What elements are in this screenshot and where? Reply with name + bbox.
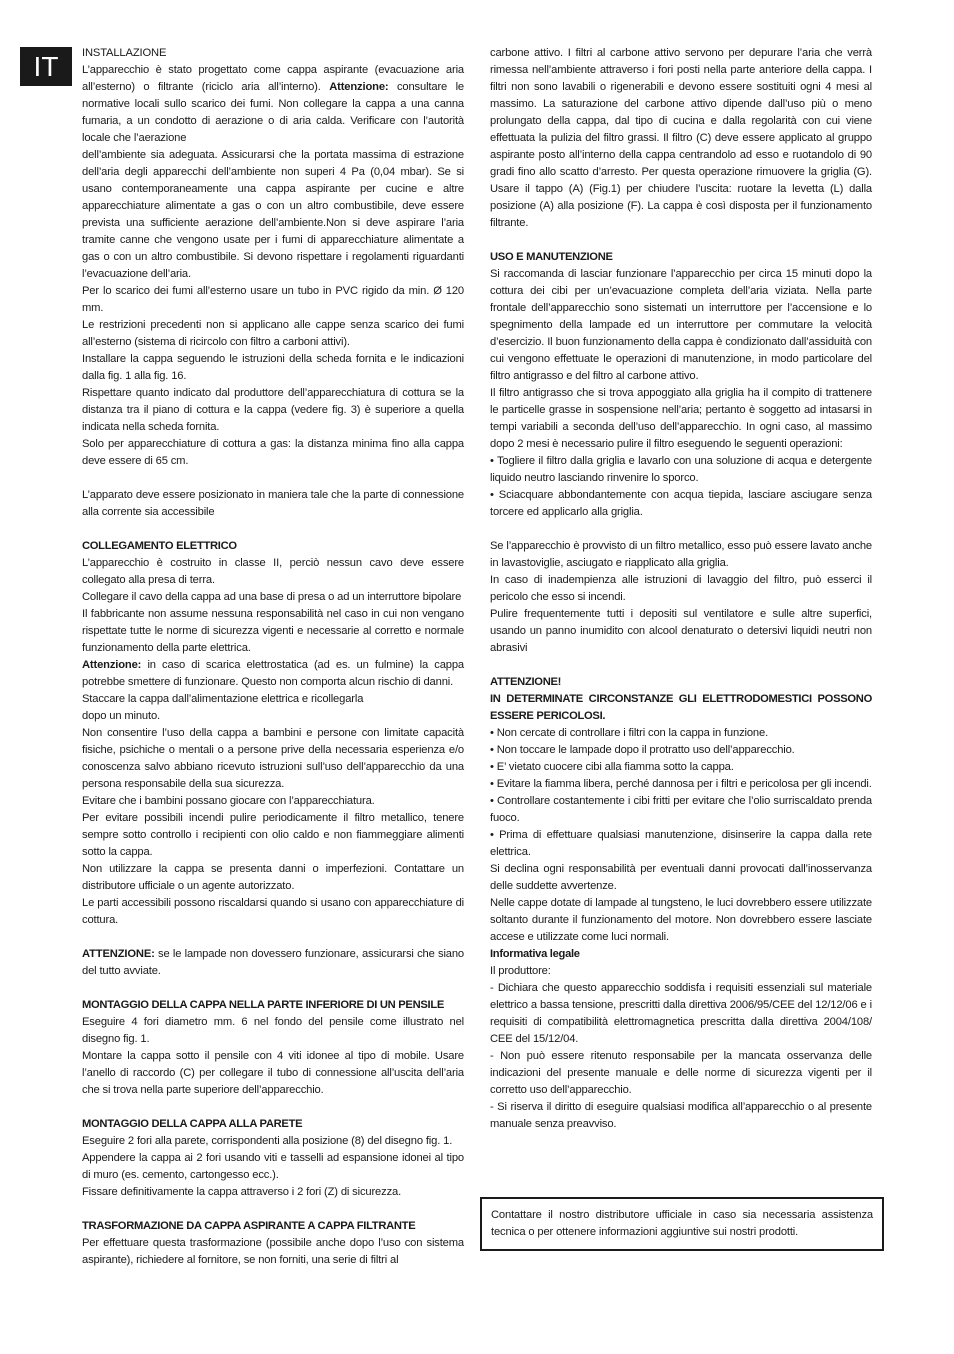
bold-label: ATTENZIONE:: [82, 948, 155, 960]
paragraph: [490, 759, 872, 776]
paragraph-text: Nelle cappe dotate di lampade al tungsteno, le luci dovrebbero essere utilizzate soltanto durante il funzionamento del motore. Non dovrebbero essere lasciate accese e utilizzate come luci normali.: [490, 897, 872, 943]
paragraph: [490, 980, 872, 1048]
paragraph-text: Per effettuare questa trasformazione (possibile anche dopo l’uso con sistema aspirante), richiedere al fornitore, se non forniti, una serie di filtri al: [82, 1237, 464, 1266]
paragraph: [82, 555, 464, 589]
paragraph-text: carbone attivo. I filtri al carbone attivo servono per depurare l’aria che verrà rimessa nell’ambiente attraverso i fori posti nella parte anteriore della cappa. I filtri non sono lavabili o rigenerabili e devono essere sostituiti ogni 4 mesi al massimo. La saturazione del carbone attivo dipende dall’uso più o meno prolungato della cappa, dal tipo di cucina e dalla regolarità con cui viene effettuata la pulizia del filtro grassi. Il filtro (C) deve essere applicato al gruppo aspirante posto all’interno della cappa centrandolo ad esso e ruotandolo di 90 gradi fino allo scatto d’arresto. Per questa operazione rimuovere la griglia (G). Usare il tappo (A) (Fig.1) per chiudere l’uscita: ruotare la levetta (L) dalla posizione (A) alla posizione (F). La cappa è così disposta per il funzionamento filtrante.: [490, 47, 872, 229]
paragraph: [82, 861, 464, 895]
section-heading: ATTENZIONE!: [490, 676, 562, 688]
paragraph: [82, 147, 464, 283]
paragraph: [82, 708, 464, 725]
left-column: [82, 45, 464, 1269]
paragraph: [490, 895, 872, 946]
paragraph-spacer: [82, 521, 464, 538]
paragraph-text: INSTALLAZIONE: [82, 47, 167, 59]
paragraph-text: se le lampade non dovessero funzionare, assicurarsi che siano del tutto avviate.: [82, 948, 464, 977]
paragraph-spacer: [82, 1099, 464, 1116]
paragraph: [82, 793, 464, 810]
paragraph: [82, 436, 464, 470]
section-heading: TRASFORMAZIONE DA CAPPA ASPIRANTE A CAPPA FILTRANTE: [82, 1220, 416, 1232]
paragraph-text: Rispettare quanto indicato dal produttore dell’apparecchiatura di cottura se la distanza tra il piano di cottura e la cappa (vedere fig. 3) è superiore a quella indicata nella scheda fornita.: [82, 387, 464, 433]
paragraph: [490, 266, 872, 385]
paragraph: [490, 963, 872, 980]
section-heading: MONTAGGIO DELLA CAPPA NELLA PARTE INFERIORE DI UN PENSILE: [82, 999, 445, 1011]
paragraph-text: Il filtro antigrasso che si trova appoggiato alla griglia ha il compito di trattenere le particelle grasse in sospensione nell’aria; pertanto è soggetto ad intasarsi in tempi variabili a seconda dell’uso dell’apparecchio. In ogni caso, al massimo dopo 2 mesi è necessario pulire il filtro eseguendo le seguenti operazioni:: [490, 387, 872, 450]
section-heading: MONTAGGIO DELLA CAPPA ALLA PARETE: [82, 1118, 303, 1130]
paragraph: [490, 742, 872, 759]
paragraph: [490, 385, 872, 453]
assistance-notice-box: Contattare il nostro distributore ufficiale in caso sia necessaria assistenza tecnica o per ottenere informazioni aggiuntive sui nostri prodotti.: [480, 1197, 884, 1251]
paragraph-text: Eseguire 2 fori alla parete, corrispondenti alla posizione (8) del disegno fig. 1.: [82, 1135, 453, 1147]
paragraph: [490, 725, 872, 742]
paragraph-text: Installare la cappa seguendo le istruzioni della scheda fornita e le indicazioni dalla fig. 1 alla fig. 16.: [82, 353, 464, 382]
paragraph: [82, 1014, 464, 1048]
paragraph: [490, 572, 872, 606]
section-heading: IN DETERMINATE CIRCONSTANZE GLI ELETTRODOMESTICI POSSONO ESSERE PERICOLOSI.: [490, 693, 872, 722]
paragraph-text: Le restrizioni precedenti non si applicano alle cappe senza scarico dei fumi all’esterno (sistema di ricircolo con filtro a carboni attivi).: [82, 319, 464, 348]
paragraph-text: Eseguire 4 fori diametro mm. 6 nel fondo del pensile come illustrato nel disegno fig. 1.: [82, 1016, 464, 1045]
paragraph: [82, 691, 464, 708]
paragraph-text: Il fabbricante non assume nessuna responsabilità nel caso in cui non vengano rispettate tutte le norme di sicurezza vigenti e necessarie al corretto e normale funzionamento della parte elettrica.: [82, 608, 464, 654]
paragraph: [490, 1048, 872, 1099]
bold-label: Attenzione:: [82, 659, 142, 671]
paragraph-text: dell’ambiente sia adeguata. Assicurarsi che la portata massima di estrazione dell’aria degli apparecchi dell’ambiente non superi 4 Pa (0,04 mbar). Se si usano contemporaneamente una cappa aspirante per cucine e altre apparecchiature alimentate a gas o con un altro combustibile, deve essere prevista una sufficiente aerazione dell’ambiente.Non si deve aspirare l’aria tramite canne che vengono usate per i fumi di apparecchiature alimentate a gas o con un altro combustibile. Si devono rispettare i regolamenti riguardanti l’evacuazione dell’aria.: [82, 149, 464, 280]
paragraph-text: - Non può essere ritenuto responsabile per la mancata osservanza delle indicazioni del presente manuale e delle norme di sicurezza vigenti per il corretto uso dell’apparecchio.: [490, 1050, 872, 1096]
paragraph-text: Collegare il cavo della cappa ad una base di presa o ad un interruttore bipolare: [82, 591, 462, 603]
bold-label: Attenzione:: [329, 81, 389, 93]
paragraph: [82, 725, 464, 793]
paragraph: [490, 45, 872, 232]
paragraph: [490, 793, 872, 827]
paragraph: [82, 1150, 464, 1184]
paragraph-text: Non utilizzare la cappa se presenta danni o imperfezioni. Contattare un distributore ufficiale o un agente autorizzato.: [82, 863, 464, 892]
paragraph-text: Si declina ogni responsabilità per eventuali danni provocati dall’inosservanza delle suddette avvertenze.: [490, 863, 872, 892]
paragraph: [490, 861, 872, 895]
paragraph: [490, 776, 872, 793]
paragraph: [490, 1099, 872, 1133]
paragraph-spacer: [490, 232, 872, 249]
paragraph-text: dopo un minuto.: [82, 710, 160, 722]
right-column: [490, 45, 872, 1133]
paragraph-text: Non consentire l’uso della cappa a bambini e persone con limitate capacità fisiche, psichiche o mentali o a persone prive della necessaria esperienza e/o conoscenza salvo abbiano ricevuto istruzioni sull’uso dell’apparecchio da una persona responsabile della sua sicurezza.: [82, 727, 464, 790]
paragraph-text: Evitare che i bambini possano giocare con l’apparecchiatura.: [82, 795, 375, 807]
paragraph: [82, 45, 464, 62]
paragraph: [82, 283, 464, 317]
paragraph-text: Si raccomanda di lasciar funzionare l’apparecchio per circa 15 minuti dopo la cottura dei cibi per un’evacuazione completa dell’aria viziata. Nella parte frontale dell’apparecchio sono sistemati un interruttore per l’accensione e lo spegnimento della lampade ed un interruttore per commutare la velocità d’esercizio. Il buon funzionamento della cappa è condizionato dall’assiduità con cui vengono effettuate le operazioni di manutenzione, in modo particolare del filtro antigrasso e del filtro al carbone attivo.: [490, 268, 872, 382]
paragraph-text: • Evitare la fiamma libera, perché dannosa per i filtri e pericolosa per gli incendi.: [490, 778, 872, 790]
paragraph-text: Se l’apparecchio è provvisto di un filtro metallico, esso può essere lavato anche in lavastoviglie, asciugato e riapplicato alla griglia.: [490, 540, 872, 569]
paragraph-text: • Non cercate di controllare i filtri con la cappa in funzione.: [490, 727, 769, 739]
paragraph: [82, 810, 464, 861]
paragraph-text: Il produttore:: [490, 965, 551, 977]
paragraph-text: consultare le normative locali sullo scarico dei fumi. Non collegare la cappa a una canna fumaria, a un condotto di aerazione o di aria calda. Verificare con l’autorità locale che l’aerazione: [82, 81, 464, 144]
paragraph: [82, 317, 464, 351]
paragraph-text: in caso di scarica elettrostatica (ad es. un fulmine) la cappa potrebbe smettere di funzionare. Questo non comporta alcun rischio di danni.: [82, 659, 464, 688]
paragraph: [82, 589, 464, 606]
section-heading: USO E MANUTENZIONE: [490, 251, 613, 263]
paragraph-spacer: [82, 929, 464, 946]
paragraph-text: Per evitare possibili incendi pulire periodicamente il filtro metallico, tenere sempre sotto controllo i recipienti con olio caldo e non fiammeggiare alimenti sotto la cappa.: [82, 812, 464, 858]
paragraph-text: • Togliere il filtro dalla griglia e lavarlo con una soluzione di acqua e detergente liquido neutro lasciando rinvenire lo sporco.: [490, 455, 872, 484]
paragraph-spacer: [490, 521, 872, 538]
paragraph: [82, 946, 464, 980]
paragraph-text: Per lo scarico dei fumi all’esterno usare un tubo in PVC rigido da min. Ø 120 mm.: [82, 285, 464, 314]
paragraph-text: Solo per apparecchiature di cottura a gas: la distanza minima fino alla cappa deve essere di 65 cm.: [82, 438, 464, 467]
paragraph-text: • Prima di effettuare qualsiasi manutenzione, disinserire la cappa dalla rete elettrica.: [490, 829, 872, 858]
paragraph: [82, 895, 464, 929]
paragraph: [490, 487, 872, 521]
section-heading: COLLEGAMENTO ELETTRICO: [82, 540, 237, 552]
paragraph: [490, 606, 872, 657]
paragraph: [490, 827, 872, 861]
language-badge: IT: [20, 47, 72, 86]
paragraph-text: - Dichiara che questo apparecchio soddisfa i requisiti essenziali sul materiale elettrico a bassa tensione, prescritti dalla direttiva 2006/95/CEE del 12/12/06 e i requisiti di compatibilità elettromagnetica prescritta dalla direttiva 2004/108/ CEE del 15/12/04.: [490, 982, 872, 1045]
paragraph-text: • Sciacquare abbondantemente con acqua tiepida, lasciare asciugare senza torcere ed applicarlo alla griglia.: [490, 489, 872, 518]
paragraph: [82, 62, 464, 147]
paragraph-text: Staccare la cappa dall’alimentazione elettrica e ricollegarla: [82, 693, 364, 705]
paragraph: [82, 606, 464, 657]
paragraph-text: • E’ vietato cuocere cibi alla fiamma sotto la cappa.: [490, 761, 734, 773]
paragraph-text: Appendere la cappa ai 2 fori usando viti e tasselli ad espansione idonei al tipo di muro (es. cemento, cartongesso ecc.).: [82, 1152, 464, 1181]
section-heading: Informativa legale: [490, 948, 580, 960]
paragraph-text: L’apparato deve essere posizionato in maniera tale che la parte di connessione alla corrente sia accessibile: [82, 489, 464, 518]
paragraph-spacer: [490, 657, 872, 674]
paragraph-spacer: [82, 470, 464, 487]
paragraph: [82, 1184, 464, 1201]
paragraph-spacer: [82, 980, 464, 997]
paragraph: [82, 385, 464, 436]
paragraph-text: • Controllare costantemente i cibi fritti per evitare che l’olio surriscaldato prenda fuoco.: [490, 795, 872, 824]
paragraph-text: • Non toccare le lampade dopo il protratto uso dell’apparecchio.: [490, 744, 795, 756]
paragraph: [82, 1235, 464, 1269]
paragraph-text: Le parti accessibili possono riscaldarsi quando si usano con apparecchiature di cottura.: [82, 897, 464, 926]
paragraph-spacer: [82, 1201, 464, 1218]
paragraph-text: Pulire frequentemente tutti i depositi sul ventilatore e sulle altre superfici, usando un panno inumidito con alcool denaturato o detersivi liquidi neutri non abrasivi: [490, 608, 872, 654]
paragraph: [82, 487, 464, 521]
paragraph-text: Montare la cappa sotto il pensile con 4 viti idonee al tipo di mobile. Usare l’anello di raccordo (C) per collegare il tubo di connessione all’uscita dell’aria che si trova nella parte superiore dell’apparecchio.: [82, 1050, 464, 1096]
paragraph-text: - Si riserva il diritto di eseguire qualsiasi modifica all’apparecchio o al presente manuale senza preavviso.: [490, 1101, 872, 1130]
paragraph-text: L’apparecchio è stato progettato come cappa aspirante (evacuazione aria all’esterno) o filtrante (riciclo aria all’interno).: [82, 64, 464, 93]
paragraph: [82, 351, 464, 385]
paragraph: [490, 538, 872, 572]
paragraph: [82, 1048, 464, 1099]
paragraph-text: Fissare definitivamente la cappa attraverso i 2 fori (Z) di sicurezza.: [82, 1186, 402, 1198]
paragraph-text: In caso di inadempienza alle istruzioni di lavaggio del filtro, può esserci il pericolo che esso si incendi.: [490, 574, 872, 603]
paragraph: [82, 657, 464, 691]
paragraph: [490, 453, 872, 487]
paragraph: [82, 1133, 464, 1150]
paragraph-text: L’apparecchio è costruito in classe II, perciò nessun cavo deve essere collegato alla presa di terra.: [82, 557, 464, 586]
